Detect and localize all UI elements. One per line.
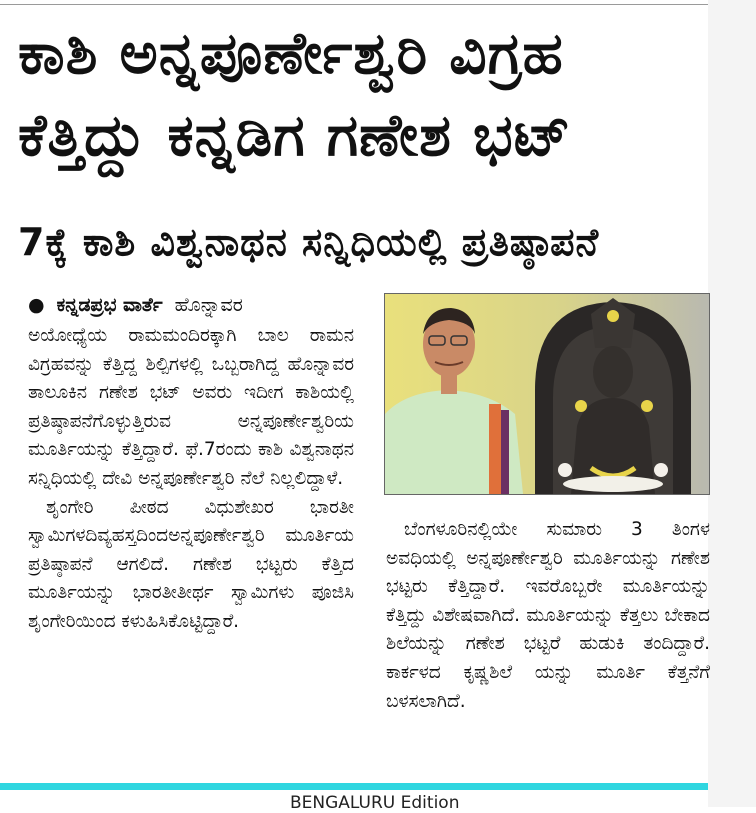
byline-place: ಹೊನ್ನಾವರ [174, 294, 243, 316]
article-column-left [28, 322, 354, 637]
byline [28, 294, 243, 316]
article-paragraph: ಬೆಂಗಳೂರಿನಲ್ಲಿಯೇ ಸುಮಾರು 3 ತಿಂಗಳ ಅವಧಿಯಲ್ಲಿ ಅನ್ನಪೂರ್ಣೇಶ್ವರಿ ಮೂರ್ತಿಯನ್ನು ಗಣೇಶ ಭಟ್ಟರು ಕೆತ್ತಿದ್ದಾರೆ. ಇವರೊಬ್ಬರೇ ಮೂರ್ತಿಯನ್ನು ಕೆತ್ತಿದ್ದು ವಿಶೇಷವಾಗಿದೆ. ಮೂರ್ತಿಯನ್ನು ಕೆತ್ತಲು ಬೇಕಾದ ಶಿಲೆಯನ್ನು ಗಣೇಶ ಭಟ್ಟರೆ ಹುಡುಕಿ ತಂದಿದ್ದಾರೆ. ಕಾರ್ಕಳದ ಕೃಷ್ಣಶಿಲೆ ಯನ್ನು ಮೂರ್ತಿ ಕೆತ್ತನೆಗೆ ಬಳಸಲಾಗಿದೆ. [386, 519, 710, 712]
article-photo [384, 293, 710, 495]
byline-agency: ಕನ್ನಡಪ್ರಭ ವಾರ್ತೆ [56, 294, 163, 316]
subheadline: 7ಕ್ಕೆ ಕಾಶಿ ವಿಶ್ವನಾಥನ ಸನ್ನಿಧಿಯಲ್ಲಿ ಪ್ರತಿಷ್ಠಾಪನೆ [18, 220, 600, 264]
accent-bar [0, 783, 708, 790]
top-rule [0, 4, 708, 5]
headline-line-1: ಕಾಶಿ ಅನ್ನಪೂರ್ಣೇಶ್ವರಿ ವಿಗ್ರಹ [18, 19, 564, 87]
edition-label: BENGALURU Edition [290, 793, 460, 813]
bullet-icon: ● [28, 294, 45, 316]
headline-line-2: ಕೆತ್ತಿದ್ದು ಕನ್ನಡಿಗ ಗಣೇಶ ಭಟ್ [18, 101, 572, 169]
article-paragraph: ಅಯೋಧ್ಯೆಯ ರಾಮಮಂದಿರಕ್ಕಾಗಿ ಬಾಲ ರಾಮನ ವಿಗ್ರಹವನ್ನು ಕೆತ್ತಿದ್ದ ಶಿಲ್ಪಿಗಳಲ್ಲಿ ಒಬ್ಬರಾಗಿದ್ದ ಹೊನ್ನಾವರ ತಾಲೂಕಿನ ಗಣೇಶ ಭಟ್ ಅವರು ಇದೀಗ ಕಾಶಿಯಲ್ಲಿ ಪ್ರತಿಷ್ಠಾಪನೆಗೊಳ್ಳುತ್ತಿರುವ ಅನ್ನಪೂರ್ಣೇಶ್ವರಿಯ ಮೂರ್ತಿಯನ್ನು ಕೆತ್ತಿದ್ದಾರೆ. ಫೆ.7ರಂದು ಕಾಶಿ ವಿಶ್ವನಾಥನ ಸನ್ನಿಧಿಯಲ್ಲಿ ದೇವಿ ಅನ್ನಪೂರ್ಣೇಶ್ವರಿ ನೆಲೆ ನಿಲ್ಲಲಿದ್ದಾಳೆ. [28, 325, 354, 489]
photo-illustration [385, 294, 709, 494]
page-edge [708, 0, 756, 807]
article-column-right [386, 516, 710, 716]
article-paragraph: ಶೃಂಗೇರಿ ಪೀಠದ ವಿಧುಶೇಖರ ಭಾರತೀ ಸ್ವಾಮಿಗಳದಿವ್ಯಹಸ್ತದಿಂದಅನ್ನಪೂರ್ಣೇಶ್ವರಿ ಮೂರ್ತಿಯ ಪ್ರತಿಷ್ಠಾಪನೆ ಆಗಲಿದೆ. ಗಣೇಶ ಭಟ್ಟರು ಕೆತ್ತಿದ ಮೂರ್ತಿಯನ್ನು ಭಾರತೀತೀರ್ಥ ಸ್ವಾಮಿಗಳು ಪೂಜಿಸಿ ಶೃಂಗೇರಿಯಿಂದ ಕಳುಹಿಸಿಕೊಟ್ಟಿದ್ದಾರೆ. [28, 496, 354, 632]
